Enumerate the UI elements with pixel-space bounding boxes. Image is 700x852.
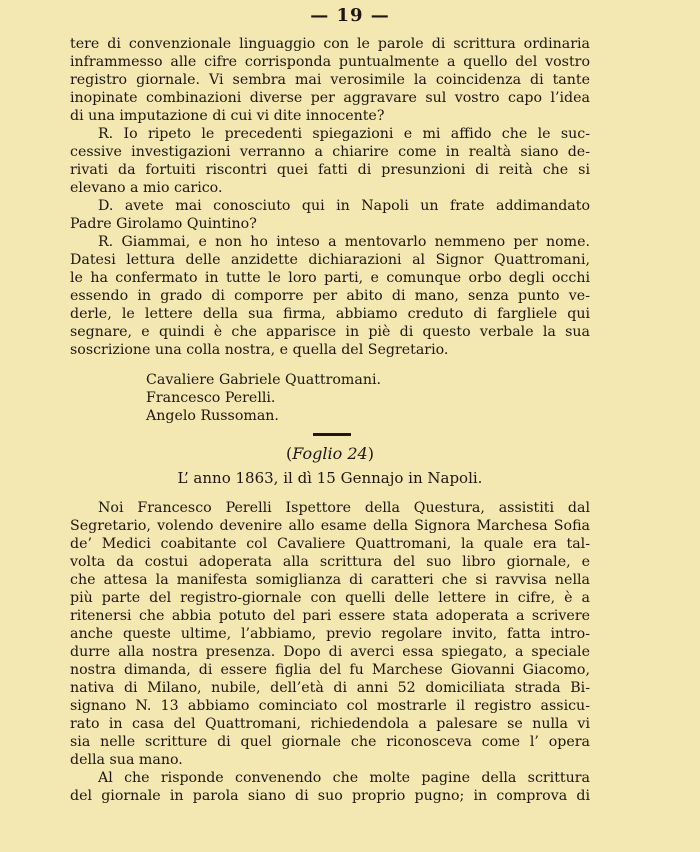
foglio-heading [70, 443, 590, 465]
text-line: Al che risponde convenendo che molte pagine della scrittura [98, 770, 590, 786]
signature-line: Francesco Perelli. [146, 390, 276, 406]
signature-line: Angelo Russoman. [146, 408, 279, 424]
foglio-open-paren: ( [286, 444, 293, 463]
text-line: volta da costui adoperata alla scrittura del suo libro giornale, e [70, 554, 590, 570]
text-line: di una imputazione di cui vi dite innocente? [70, 108, 385, 124]
section-divider [313, 433, 351, 436]
text-line: tere di convenzionale linguaggio con le parole di scrittura ordinaria [70, 36, 590, 52]
text-line: D. avete mai conosciuto qui in Napoli un frate addimandato [98, 198, 590, 214]
foglio-close-paren: ) [367, 444, 374, 463]
text-line: della sua mano. [70, 752, 183, 768]
text-line: derle, le lettere della sua firma, abbiamo creduto di fargliele qui [70, 306, 590, 322]
text-line: R. Io ripeto le precedenti spiegazioni e mi affido che le suc- [98, 126, 590, 142]
foglio-label: Foglio 24 [292, 444, 368, 463]
signature-block [70, 371, 590, 425]
text-line: segnare, e quindi è che apparisce in piè di questo verbale la sua [70, 324, 590, 340]
text-line: inframmesso alle cifre corrisponda puntualmente a quello del vostro [70, 54, 590, 70]
text-line: elevano a mio carico. [70, 180, 223, 196]
text-line: Noi Francesco Perelli Ispettore della Questura, assistiti dal [98, 500, 590, 516]
signature-line: Cavaliere Gabriele Quattromani. [146, 372, 382, 388]
deposition-text [70, 35, 590, 359]
text-line: soscrizione una colla nostra, e quella del Segretario. [70, 342, 449, 358]
text-line: registro giornale. Vi sembra mai verosimile la coincidenza di tante [70, 72, 590, 88]
text-line: rivati da fortuiti riscontri quei fatti di presunzioni di reità che si [70, 162, 590, 178]
text-line: R. Giammai, e non ho inteso a mentovarlo nemmeno per nome. [98, 234, 590, 250]
examination-text [70, 499, 590, 805]
text-line: nostra dimanda, di essere figlia del fu Marchese Giovanni Giacomo, [70, 662, 590, 678]
text-line: anche queste ultime, l’abbiamo, previo regolare invito, fatta intro- [70, 626, 590, 642]
text-line: più parte del registro-giornale con quelli delle lettere in cifre, è a [70, 590, 590, 606]
text-line: le ha confermato in tutte le loro parti, e comunque orbo degli occhi [70, 270, 590, 286]
text-line: che attesa la manifesta somiglianza di caratteri che si ravvisa nella [70, 572, 590, 588]
text-line: essendo in grado di comporre per abito di mano, senza punto ve- [70, 288, 590, 304]
text-line: ritenersi che abbia potuto del pari essere stata adoperata a scrivere [70, 608, 590, 624]
text-line: cessive investigazioni verranno a chiarire come in realtà siano de- [70, 144, 590, 160]
text-line: signano N. 13 abbiamo cominciato col mostrarle il registro assicu- [70, 698, 590, 714]
date-line: L’ anno 1863, il dì 15 Gennajo in Napoli. [177, 469, 483, 487]
text-line: Padre Girolamo Quintino? [70, 216, 257, 232]
text-line: nativa di Milano, nubile, dell’età di anni 52 domiciliata strada Bi- [70, 680, 590, 696]
text-line: inopinate combinazioni diverse per aggravare sul vostro capo l’idea [70, 90, 590, 106]
text-line: Datesi lettura delle anzidette dichiarazioni al Signor Quattromani, [70, 252, 590, 268]
text-line: rato in casa del Quattromani, richiedendola a palesare se nulla vi [70, 716, 590, 732]
text-line: durre alla nostra presenza. Dopo di averci essa spiegato, a speciale [70, 644, 590, 660]
text-line: Segretario, volendo devenire allo esame della Signora Marchesa Sofia [70, 518, 590, 534]
text-line: de’ Medici coabitante col Cavaliere Quattromani, la quale era tal- [70, 536, 590, 552]
text-line: sia nelle scritture di quel giornale che riconosceva come l’ opera [70, 734, 590, 750]
text-line: del giornale in parola siano di suo proprio pugno; in comprova di [70, 788, 590, 804]
page-number: — 19 — [310, 5, 390, 26]
